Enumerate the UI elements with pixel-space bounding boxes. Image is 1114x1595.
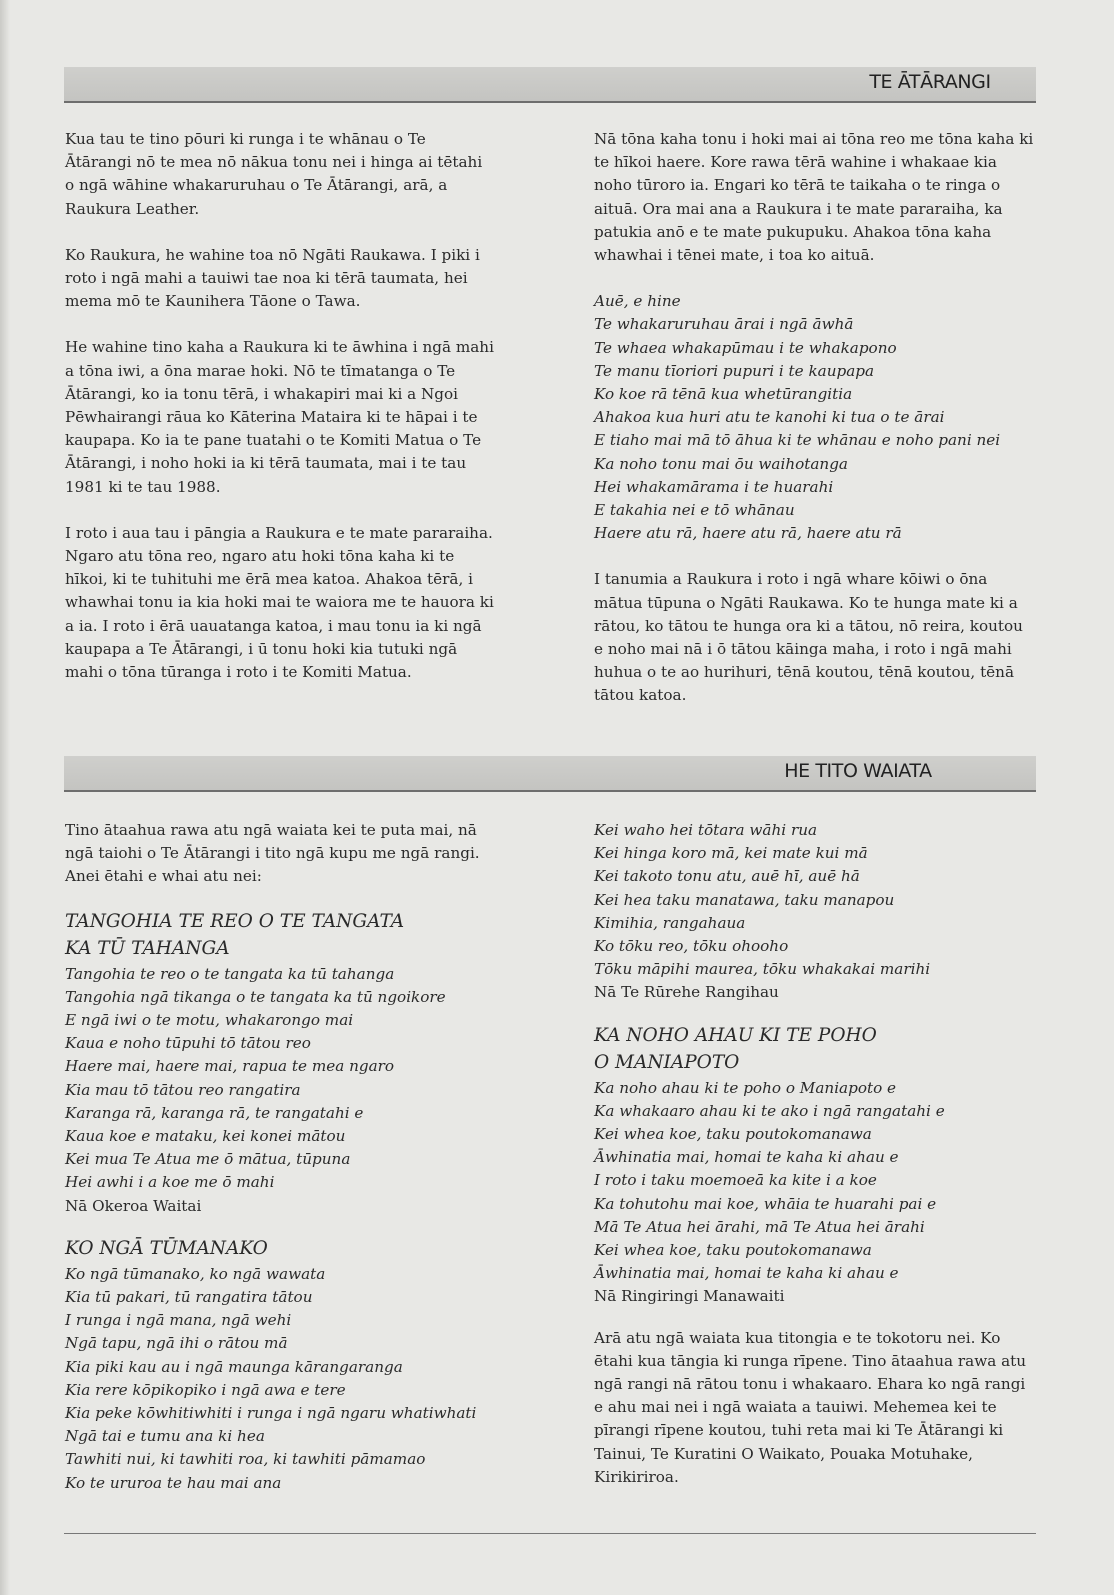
lyric-line: Kia peke kōwhitiwhiti i runga i ngā ngaru whatiwhati bbox=[65, 1404, 477, 1423]
lyric-line: Ko ngā tūmanako, ko ngā wawata bbox=[65, 1264, 326, 1283]
lyric-line: Kaua e noho tūpuhi tō tātou reo bbox=[65, 1034, 311, 1053]
lyric-line: I roto i taku moemoeā ka kite i a koe bbox=[594, 1171, 877, 1190]
lyric-line: Kei mua Te Atua me ō mātua, tūpuna bbox=[65, 1150, 351, 1169]
song-title: TANGOHIA TE REO O TE TANGATA bbox=[65, 910, 405, 932]
he-tito-waiata-right-column bbox=[594, 819, 1034, 1512]
song-lyrics bbox=[65, 963, 505, 1195]
poem-line: Te whakaruruhau ārai i ngā āwhā bbox=[594, 315, 854, 334]
paragraph: Ko Raukura, he wahine toa nō Ngāti Raukawa. I piki i roto i ngā mahi a tauiwi tae noa ki tērā taumata, hei mema mō te Kaunihera Tāone o Tawa. bbox=[65, 245, 480, 311]
poem-line: Hei whakamārama i te huarahi bbox=[594, 477, 834, 496]
lyric-line: Kia tū pakari, tū rangatira tātou bbox=[65, 1288, 313, 1307]
lyric-line: Kia piki kau au i ngā maunga kārangaranga bbox=[65, 1357, 403, 1376]
section-header-he-tito-waiata bbox=[64, 756, 1036, 792]
paragraph: Nā tōna kaha tonu i hoki mai ai tōna reo me tōna kaha ki te hīkoi haere. Kore rawa tērā wahine i whakaae kia noho tūroro ia. Engari ko tērā te taikaha o te ringa o aituā. Ora mai ana a Raukura i te mate pararaiha, ka patukia anō e te mate pukupuku. Ahakoa tōna kaha whawhai i tēnei mate, i toa ko aituā. bbox=[594, 130, 1034, 265]
song-title: KA NOHO AHAU KI TE POHO bbox=[594, 1024, 877, 1046]
lyric-line: Ngā tapu, ngā ihi o rātou mā bbox=[65, 1334, 288, 1353]
lyric-line: Kei takoto tonu atu, auē hī, auē hā bbox=[594, 867, 860, 886]
lyric-line: Hei awhi i a koe me ō mahi bbox=[65, 1173, 275, 1192]
section-title: TE ĀTĀRANGI bbox=[869, 71, 991, 93]
lyric-line: Ka noho ahau ki te poho o Maniapoto e bbox=[594, 1078, 897, 1097]
lyric-line: Kia rere kōpikopiko i ngā awa e tere bbox=[65, 1380, 346, 1399]
lyric-line: Ngā tai e tumu ana ki hea bbox=[65, 1427, 265, 1446]
poem-line: E takahia nei e tō whānau bbox=[594, 501, 795, 520]
poem-line: E tiaho mai mā tō āhua ki te whānau e noho pani nei bbox=[594, 431, 1001, 450]
song-title: O MANIAPOTO bbox=[594, 1051, 740, 1073]
poem-line: Ko koe rā tēnā kua whetūrangitia bbox=[594, 385, 853, 404]
lyric-line: Tangohia te reo o te tangata ka tū tahanga bbox=[65, 964, 395, 983]
poem-line: Te whaea whakapūmau i te whakapono bbox=[594, 338, 897, 357]
lyric-line: Karanga rā, karanga rā, te rangatahi e bbox=[65, 1103, 364, 1122]
lyric-line: Āwhinatia mai, homai te kaha ki ahau e bbox=[594, 1264, 899, 1283]
lyric-line: Kei waho hei tōtara wāhi rua bbox=[594, 821, 818, 839]
paragraph: I tanumia a Raukura i roto i ngā whare kōiwi o ōna mātua tūpuna o Ngāti Raukawa. Ko te hunga mate ki a rātou, ko tātou te hunga ora ki a tātou, nō reira, koutou e noho mai nā i ō tātou kāinga maha, i roto i ngā mahi huhua o te ao hurihuri, tēnā koutou, tēnā koutou, tēnā tātou katoa. bbox=[594, 570, 1023, 705]
song-title: KO NGĀ TŪMANAKO bbox=[65, 1237, 268, 1259]
lyric-line: Ka whakaaro ahau ki te ako i ngā rangatahi e bbox=[594, 1101, 945, 1120]
page-edge-shadow bbox=[0, 0, 10, 1595]
lyric-line: Kei hinga koro mā, kei mate kui mā bbox=[594, 844, 868, 863]
lyric-line: Āwhinatia mai, homai te kaha ki ahau e bbox=[594, 1148, 899, 1167]
closing-paragraph: Arā atu ngā waiata kua titongia e te tokotoru nei. Ko ētahi kua tāngia ki runga rīpene. Tino ātaahua rawa atu ngā rangi nā rātou tonu i whakaaro. Ehara ko ngā rangi e ahu mai nei i ngā waiata a tauiwi. Mehemea kei te pīrangi rīpene koutou, tuhi reta mai ki Te Ātārangi ki Tainui, Te Kuratini O Waikato, Pouaka Motuhake, Kirikiriroa. bbox=[594, 1328, 1027, 1486]
intro-paragraph: Tino ātaahua rawa atu ngā waiata kei te puta mai, nā ngā taiohi o Te Ātārangi i tito ngā kupu me ngā rangi. Anei ētahi e whai atu nei: bbox=[65, 821, 480, 886]
section-title: HE TITO WAIATA bbox=[784, 760, 932, 782]
song-author: Nā Ringiringi Manawaiti bbox=[594, 1287, 785, 1306]
lyric-line: Kaua koe e mataku, kei konei mātou bbox=[65, 1127, 346, 1146]
song-author: Nā Okeroa Waitai bbox=[65, 1196, 202, 1215]
lyric-line: Kimihia, rangahaua bbox=[594, 913, 746, 932]
lament-poem bbox=[594, 290, 1034, 545]
paragraph: He wahine tino kaha a Raukura ki te āwhina i ngā mahi a tōna iwi, a ōna marae hoki. Nō te tīmatanga o Te Ātārangi, ko ia tonu tērā, i whakapiri mai ki a Ngoi Pēwhairangi rāua ko Kāterina Mataira ki te hāpai i te kaupapa. Ko ia te pane tuatahi o te Komiti Matua o Te Ātārangi, i noho hoki ia ki tērā taumata, mai i te tau 1981 ki te tau 1988. bbox=[65, 338, 494, 496]
lyric-line: Tōku māpihi maurea, tōku whakakai marihi bbox=[594, 960, 931, 979]
he-tito-waiata-left-column bbox=[65, 819, 505, 1495]
section-header-te-atarangi bbox=[64, 67, 1036, 103]
lyric-line: I runga i ngā mana, ngā wehi bbox=[65, 1311, 292, 1330]
lyric-line: E ngā iwi o te motu, whakarongo mai bbox=[65, 1011, 354, 1030]
te-atarangi-left-column bbox=[65, 128, 495, 707]
poem-line: Auē, e hine bbox=[594, 292, 681, 311]
lyric-line: Ka tohutohu mai koe, whāia te huarahi pai e bbox=[594, 1194, 937, 1213]
lyric-line: Ko te ururoa te hau mai ana bbox=[65, 1473, 282, 1492]
lyric-line: Haere mai, haere mai, rapua te mea ngaro bbox=[65, 1057, 395, 1076]
lyric-line: Kei hea taku manatawa, taku manapou bbox=[594, 890, 895, 909]
lyric-line: Tangohia ngā tikanga o te tangata ka tū ngoikore bbox=[65, 987, 446, 1006]
poem-line: Te manu tīoriori pupuri i te kaupapa bbox=[594, 361, 875, 380]
te-atarangi-right-column bbox=[594, 128, 1034, 731]
poem-line: Ka noho tonu mai ōu waihotanga bbox=[594, 454, 848, 473]
footer-rule bbox=[64, 1533, 1036, 1534]
song-title: KA TŪ TAHANGA bbox=[65, 937, 230, 959]
lyric-line: Kei whea koe, taku poutokomanawa bbox=[594, 1125, 872, 1144]
lyric-line: Ko tōku reo, tōku ohooho bbox=[594, 937, 789, 956]
song-lyrics bbox=[594, 1077, 1034, 1286]
poem-line: Haere atu rā, haere atu rā, haere atu rā bbox=[594, 524, 902, 543]
lyric-line: Kei whea koe, taku poutokomanawa bbox=[594, 1241, 872, 1260]
paragraph: Kua tau te tino pōuri ki runga i te whānau o Te Ātārangi nō te mea nō nākua tonu nei i hinga ai tētahi o ngā wāhine whakaruruhau o Te Ātārangi, arā, a Raukura Leather. bbox=[65, 130, 483, 218]
lyric-line: Tawhiti nui, ki tawhiti roa, ki tawhiti pāmamao bbox=[65, 1450, 426, 1469]
lyric-line: Kia mau tō tātou reo rangatira bbox=[65, 1080, 301, 1099]
song-author: Nā Te Rūrehe Rangihau bbox=[594, 983, 779, 1002]
paragraph: I roto i aua tau i pāngia a Raukura e te mate pararaiha. Ngaro atu tōna reo, ngaro atu hoki tōna kaha ki te hīkoi, ki te tuhituhi me ērā mea katoa. Ahakoa tērā, i whawhai tonu ia kia hoki mai te waiora me te hauora ki a ia. I roto i ērā uauatanga katoa, i mau tonu ia ki ngā kaupapa a Te Ātārangi, i ū tonu hoki kia tutuki ngā mahi o tōna tūranga i roto i te Komiti Matua. bbox=[65, 523, 494, 682]
poem-line: Ahakoa kua huri atu te kanohi ki tua o te ārai bbox=[594, 408, 945, 427]
lyric-line: Mā Te Atua hei ārahi, mā Te Atua hei ārahi bbox=[594, 1217, 925, 1236]
song-lyrics bbox=[65, 1263, 505, 1495]
song-lyrics-continued bbox=[594, 819, 1034, 981]
